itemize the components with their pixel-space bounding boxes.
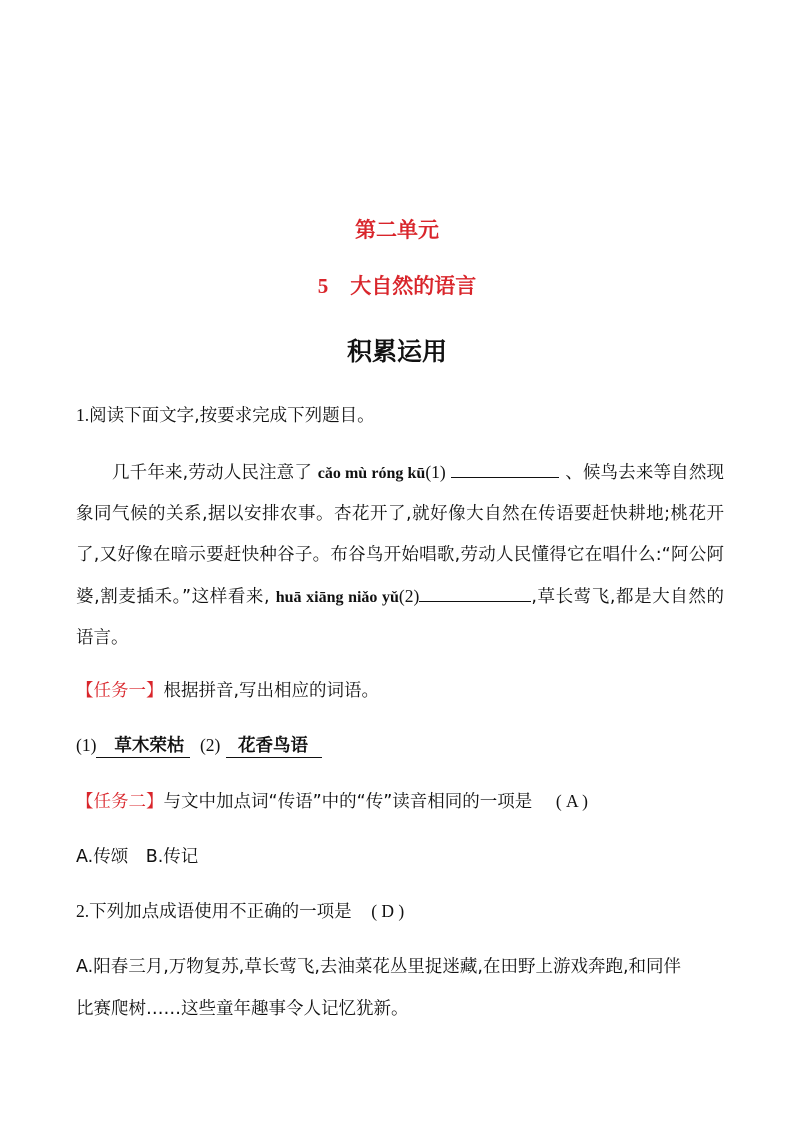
task-2 bbox=[76, 788, 588, 813]
question-2-number: 2. bbox=[76, 901, 90, 921]
task-2-answer: ( A ) bbox=[555, 791, 588, 811]
blank-2-label: (2) bbox=[398, 586, 420, 606]
blank-1[interactable] bbox=[451, 460, 559, 479]
unit-title: 第二单元 bbox=[355, 218, 439, 242]
answer-1: 草木荣枯 bbox=[96, 736, 190, 758]
question-2-prompt bbox=[76, 898, 404, 923]
task-1-text: 根据拼音,写出相应的词语。 bbox=[163, 681, 380, 701]
question-2-answer: ( D ) bbox=[371, 901, 405, 921]
question-1-prompt bbox=[76, 402, 375, 427]
answer-2: 花香鸟语 bbox=[226, 736, 322, 758]
lesson-title: 大自然的语言 bbox=[350, 274, 477, 298]
lesson-number: 5 bbox=[317, 274, 329, 298]
blank-1-label: (1) bbox=[425, 462, 446, 482]
answer-1-label: (1) bbox=[76, 735, 97, 755]
task-2-text: 与文中加点词“传语”中的“传”读音相同的一项是 bbox=[163, 792, 533, 812]
task-2-options bbox=[76, 843, 198, 868]
task-2-tag: 【任务二】 bbox=[76, 792, 164, 812]
passage bbox=[76, 452, 724, 659]
lesson-heading bbox=[0, 270, 794, 300]
answer-2-label: (2) bbox=[199, 735, 221, 755]
passage-text-2: 、候鸟去来等自然现象同气候的关系,据以安排农事。杏花开了,就好像大自然在传语要赶快耕地;桃花开了,又好像在暗示要赶快种谷子。布谷鸟开始唱歌,劳动人民懂得它在唱什么:“阿公阿婆,割麦插禾。”这样看来, bbox=[76, 463, 724, 607]
task-2-options-text: A.传颂 B.传记 bbox=[76, 847, 199, 867]
pinyin-1: cǎo mù róng kū bbox=[317, 465, 426, 482]
task-1-answers bbox=[76, 732, 322, 757]
blank-2[interactable] bbox=[419, 584, 531, 603]
pinyin-2: huā xiāng niǎo yǔ bbox=[275, 589, 399, 606]
task-1-tag: 【任务一】 bbox=[76, 681, 164, 701]
passage-text-1: 几千年来,劳动人民注意了 bbox=[112, 463, 318, 483]
question-2-option-a-line-2: 比赛爬树……这些童年趣事令人记忆犹新。 bbox=[76, 999, 409, 1019]
task-1 bbox=[76, 677, 379, 702]
question-1-text: 阅读下面文字,按要求完成下列题目。 bbox=[89, 406, 375, 426]
section-title: 积累运用 bbox=[346, 337, 447, 366]
question-1-number: 1. bbox=[76, 405, 90, 425]
question-2-text: 下列加点成语使用不正确的一项是 bbox=[89, 902, 352, 922]
question-2-option-a-line-1: A.阳春三月,万物复苏,草长莺飞,去油菜花丛里捉迷藏,在田野上游戏奔跑,和同伴 bbox=[76, 957, 682, 977]
passage-text-3: ,草长莺飞,都是大自然的语言。 bbox=[76, 587, 724, 648]
